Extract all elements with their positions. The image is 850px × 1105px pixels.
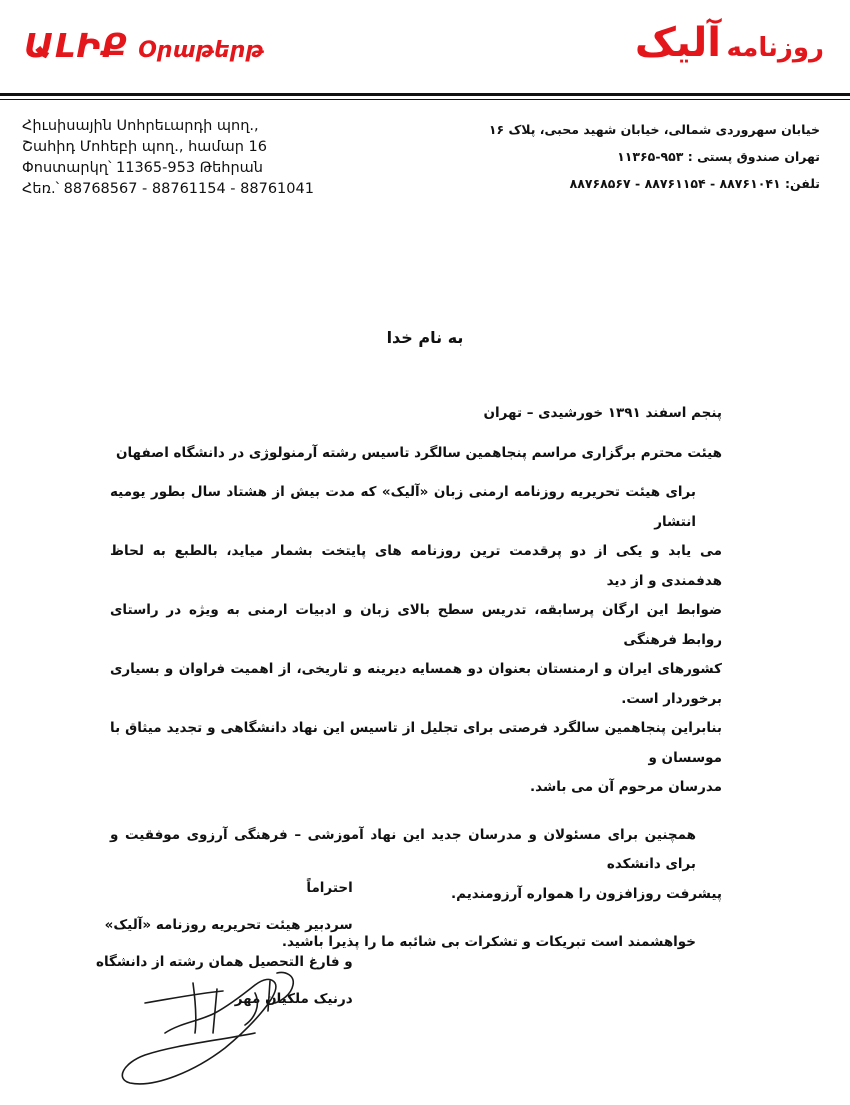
logo-persian-big: آلیک: [634, 20, 721, 66]
paragraph-line: می یابد و یکی از دو پرقدمت ترین روزنامه های پایتخت بشمار میاید، بالطبع به لحاظ هدفمندی و از دید: [110, 543, 722, 589]
address-armenian-line: Փոստարկղ՝ 11365-953 Թեհրան: [22, 160, 263, 176]
address-persian: [460, 116, 820, 197]
paragraph-line: ضوابط این ارگان پرسابقه، تدریس سطح بالای زبان و ادبیات ارمنی به ویژه در راستای روابط فرهنگی: [110, 602, 722, 648]
header-divider-thick: [0, 93, 850, 96]
armenian-logo: [24, 26, 264, 65]
closing-request: خواهشمند است تبریکات و تشکرات بی شائبه ما را پذیرا باشید.: [281, 934, 696, 950]
logo-armenian-big: ԱԼԻՔ: [24, 26, 129, 65]
logo-armenian-small: Օրաթերթ: [138, 38, 264, 63]
paragraph-line: بنابراین پنجاهمین سالگرد فرصتی برای تجلیل از تاسیس این نهاد دانشگاهی و تجدید میثاق با موسسان و: [110, 720, 722, 766]
signer-title: سردبیر هیئت تحریریه روزنامه «آلیک»: [104, 917, 353, 933]
address-armenian-line: Շահիդ Մոհեբի պող., համար 16: [22, 139, 267, 155]
logo-persian-small: روزنامه: [726, 33, 824, 63]
invocation: به نام خدا: [386, 328, 464, 347]
persian-logo: [635, 20, 824, 66]
address-armenian: [22, 116, 314, 200]
address-persian-line: خیابان سهروردی شمالی، خیابان شهید محبی، پلاک ۱۶: [488, 122, 820, 137]
address-persian-line: تهران صندوق پستی : ۹۵۳-۱۱۳۶۵: [617, 149, 820, 164]
address-persian-line: تلفن: ۸۸۷۶۱۰۴۱ - ۸۸۷۶۱۱۵۴ - ۸۸۷۶۸۵۶۷: [569, 176, 820, 191]
paragraph-line: مدرسان مرحوم آن می باشد.: [530, 779, 722, 795]
handwritten-signature-icon: [105, 963, 315, 1093]
paragraph-line: همچنین برای مسئولان و مدرسان جدید این نهاد آموزشی – فرهنگی آرزوی موفقیت و برای دانشکده: [110, 826, 696, 872]
signer-name: درنیک ملکیان مهر: [234, 991, 353, 1007]
salutation: احتراماً: [306, 880, 353, 896]
addressee: هیئت محترم برگزاری مراسم پنجاهمین سالگرد تاسیس رشته آرمنولوژی در دانشگاه اصفهان: [115, 445, 722, 461]
address-armenian-line: Հեռ.՝ 88768567 - 88761154 - 88761041: [22, 181, 314, 197]
signer-note: و فارغ التحصیل همان رشته از دانشگاه: [96, 954, 353, 970]
date-line: پنجم اسفند ۱۳۹۱ خورشیدی – تهران: [483, 405, 722, 421]
paragraph-line: کشورهای ایران و ارمنستان بعنوان دو همسایه دیرینه و تاریخی، از اهمیت فراوان و بسیاری برخوردار است.: [110, 661, 722, 707]
paragraph-1: [110, 478, 722, 803]
header-divider-thin: [0, 99, 850, 100]
paragraph-line: پیشرفت روزافزون را همواره آرزومندیم.: [450, 885, 722, 902]
paragraph-line: برای هیئت تحریریه روزنامه ارمنی زبان «آلیک» که مدت بیش از هشتاد سال بطور یومیه انتشار: [110, 484, 696, 530]
address-armenian-line: Հիւսիսային Սոհրեւարդի պող.,: [22, 118, 259, 134]
